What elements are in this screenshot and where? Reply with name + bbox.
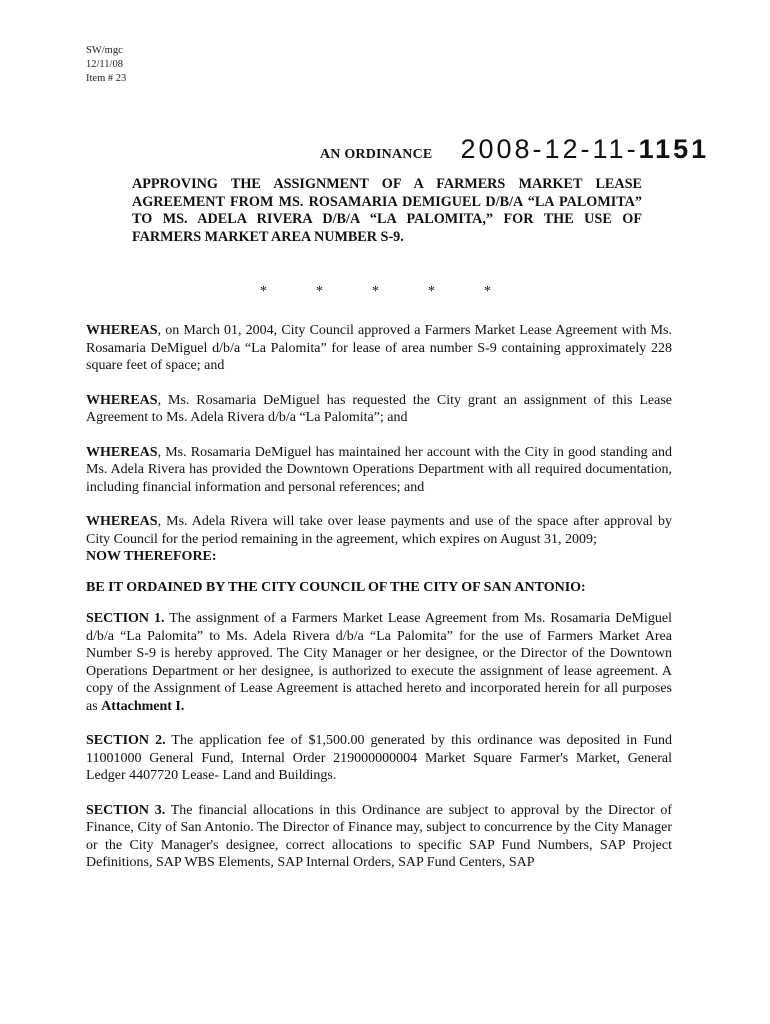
separator-star: * (372, 284, 379, 299)
whereas-text: , Ms. Rosamaria DeMiguel has maintained her account with the City in good standing and Ms. Adela Rivera has provided the Downtown Operations Department with all required documentation, including financial information and personal references; and (86, 444, 672, 495)
item-number: Item # 23 (86, 73, 127, 84)
section-paragraph (86, 802, 672, 872)
whereas-clause (86, 322, 672, 375)
section-paragraph (86, 732, 672, 785)
author-initials: SW/mgc (86, 45, 123, 56)
attachment-reference: Attachment I. (101, 698, 185, 714)
section-label: SECTION 1. (86, 611, 165, 626)
section-text: The financial allocations in this Ordinance are subject to approval by the Director of Finance, City of San Antonio. The Director of Finance may, subject to concurrence by the City Manager or the City Manager's designee, correct allocations to specific SAP Fund Numbers, SAP Project Definitions, SAP WBS Elements, SAP Internal Orders, SAP Fund Centers, SAP (86, 802, 672, 870)
whereas-clause (86, 392, 672, 427)
ordinance-label: AN ORDINANCE (320, 147, 433, 162)
ordinance-number-head: 2008-12-11- (460, 134, 639, 164)
separator-star: * (484, 284, 491, 299)
whereas-text: , Ms. Adela Rivera will take over lease payments and use of the space after approval by City Council for the period remaining in the agreement, which expires on August 31, 2009; (86, 514, 672, 547)
whereas-lead: WHEREAS (86, 514, 158, 529)
section-text: The assignment of a Farmers Market Lease Agreement from Ms. Rosamaria DeMiguel d/b/a “La Palomita” to Ms. Adela Rivera d/b/a “La Palomita” for the use of Farmers Market Area Number S-9 is hereby approved. The City Manager or her designee, or the Director of the Downtown Operations Department or her designee, is authorized to execute the assignment of lease agreement. A copy of the Assignment of Lease Agreement is attached hereto and incorporated herein for all purposes as (86, 611, 672, 714)
whereas-text: , on March 01, 2004, City Council approved a Farmers Market Lease Agreement with Ms. Rosamaria DeMiguel d/b/a “La Palomita” for lease of area number S-9 containing approximately 228 square feet of space; and (86, 323, 672, 373)
section-text: The application fee of $1,500.00 generated by this ordinance was deposited in Fund 11001000 General Fund, Internal Order 219000000004 Market Square Farmer's Market, General Ledger 4407720 Lease- Land and Buildings. (86, 733, 672, 783)
now-therefore: NOW THEREFORE: (86, 549, 217, 564)
star-separator (260, 284, 540, 300)
ordinance-title: APPROVING THE ASSIGNMENT OF A FARMERS MARKET LEASE AGREEMENT FROM MS. ROSAMARIA DEMIGUEL D/B/A “LA PALOMITA” TO MS. ADELA RIVERA D/B/A “LA PALOMITA,” FOR THE USE OF FARMERS MARKET AREA NUMBER S-9. (132, 176, 642, 245)
ordinance-number-tail: 1151 (638, 134, 710, 164)
section-label: SECTION 2. (86, 733, 166, 748)
whereas-lead: WHEREAS (86, 392, 158, 408)
separator-star: * (316, 284, 323, 299)
document-body (86, 322, 672, 889)
document-header (86, 44, 126, 86)
whereas-lead: WHEREAS (86, 323, 158, 338)
whereas-text: , Ms. Rosamaria DeMiguel has requested the City grant an assignment of this Lease Agreement to Ms. Adela Rivera d/b/a “La Palomita”; and (86, 392, 672, 425)
section-paragraph (86, 610, 672, 715)
document-date: 12/11/08 (86, 59, 123, 70)
separator-star: * (428, 284, 435, 299)
separator-star: * (260, 284, 267, 299)
whereas-clause (86, 513, 672, 566)
whereas-clause (86, 444, 672, 497)
be-it-ordained: BE IT ORDAINED BY THE CITY COUNCIL OF THE CITY OF SAN ANTONIO: (86, 579, 586, 595)
whereas-lead: WHEREAS (86, 444, 158, 460)
section-label: SECTION 3. (86, 802, 166, 818)
ordinance-heading (320, 134, 709, 165)
ordinance-number (460, 134, 709, 165)
